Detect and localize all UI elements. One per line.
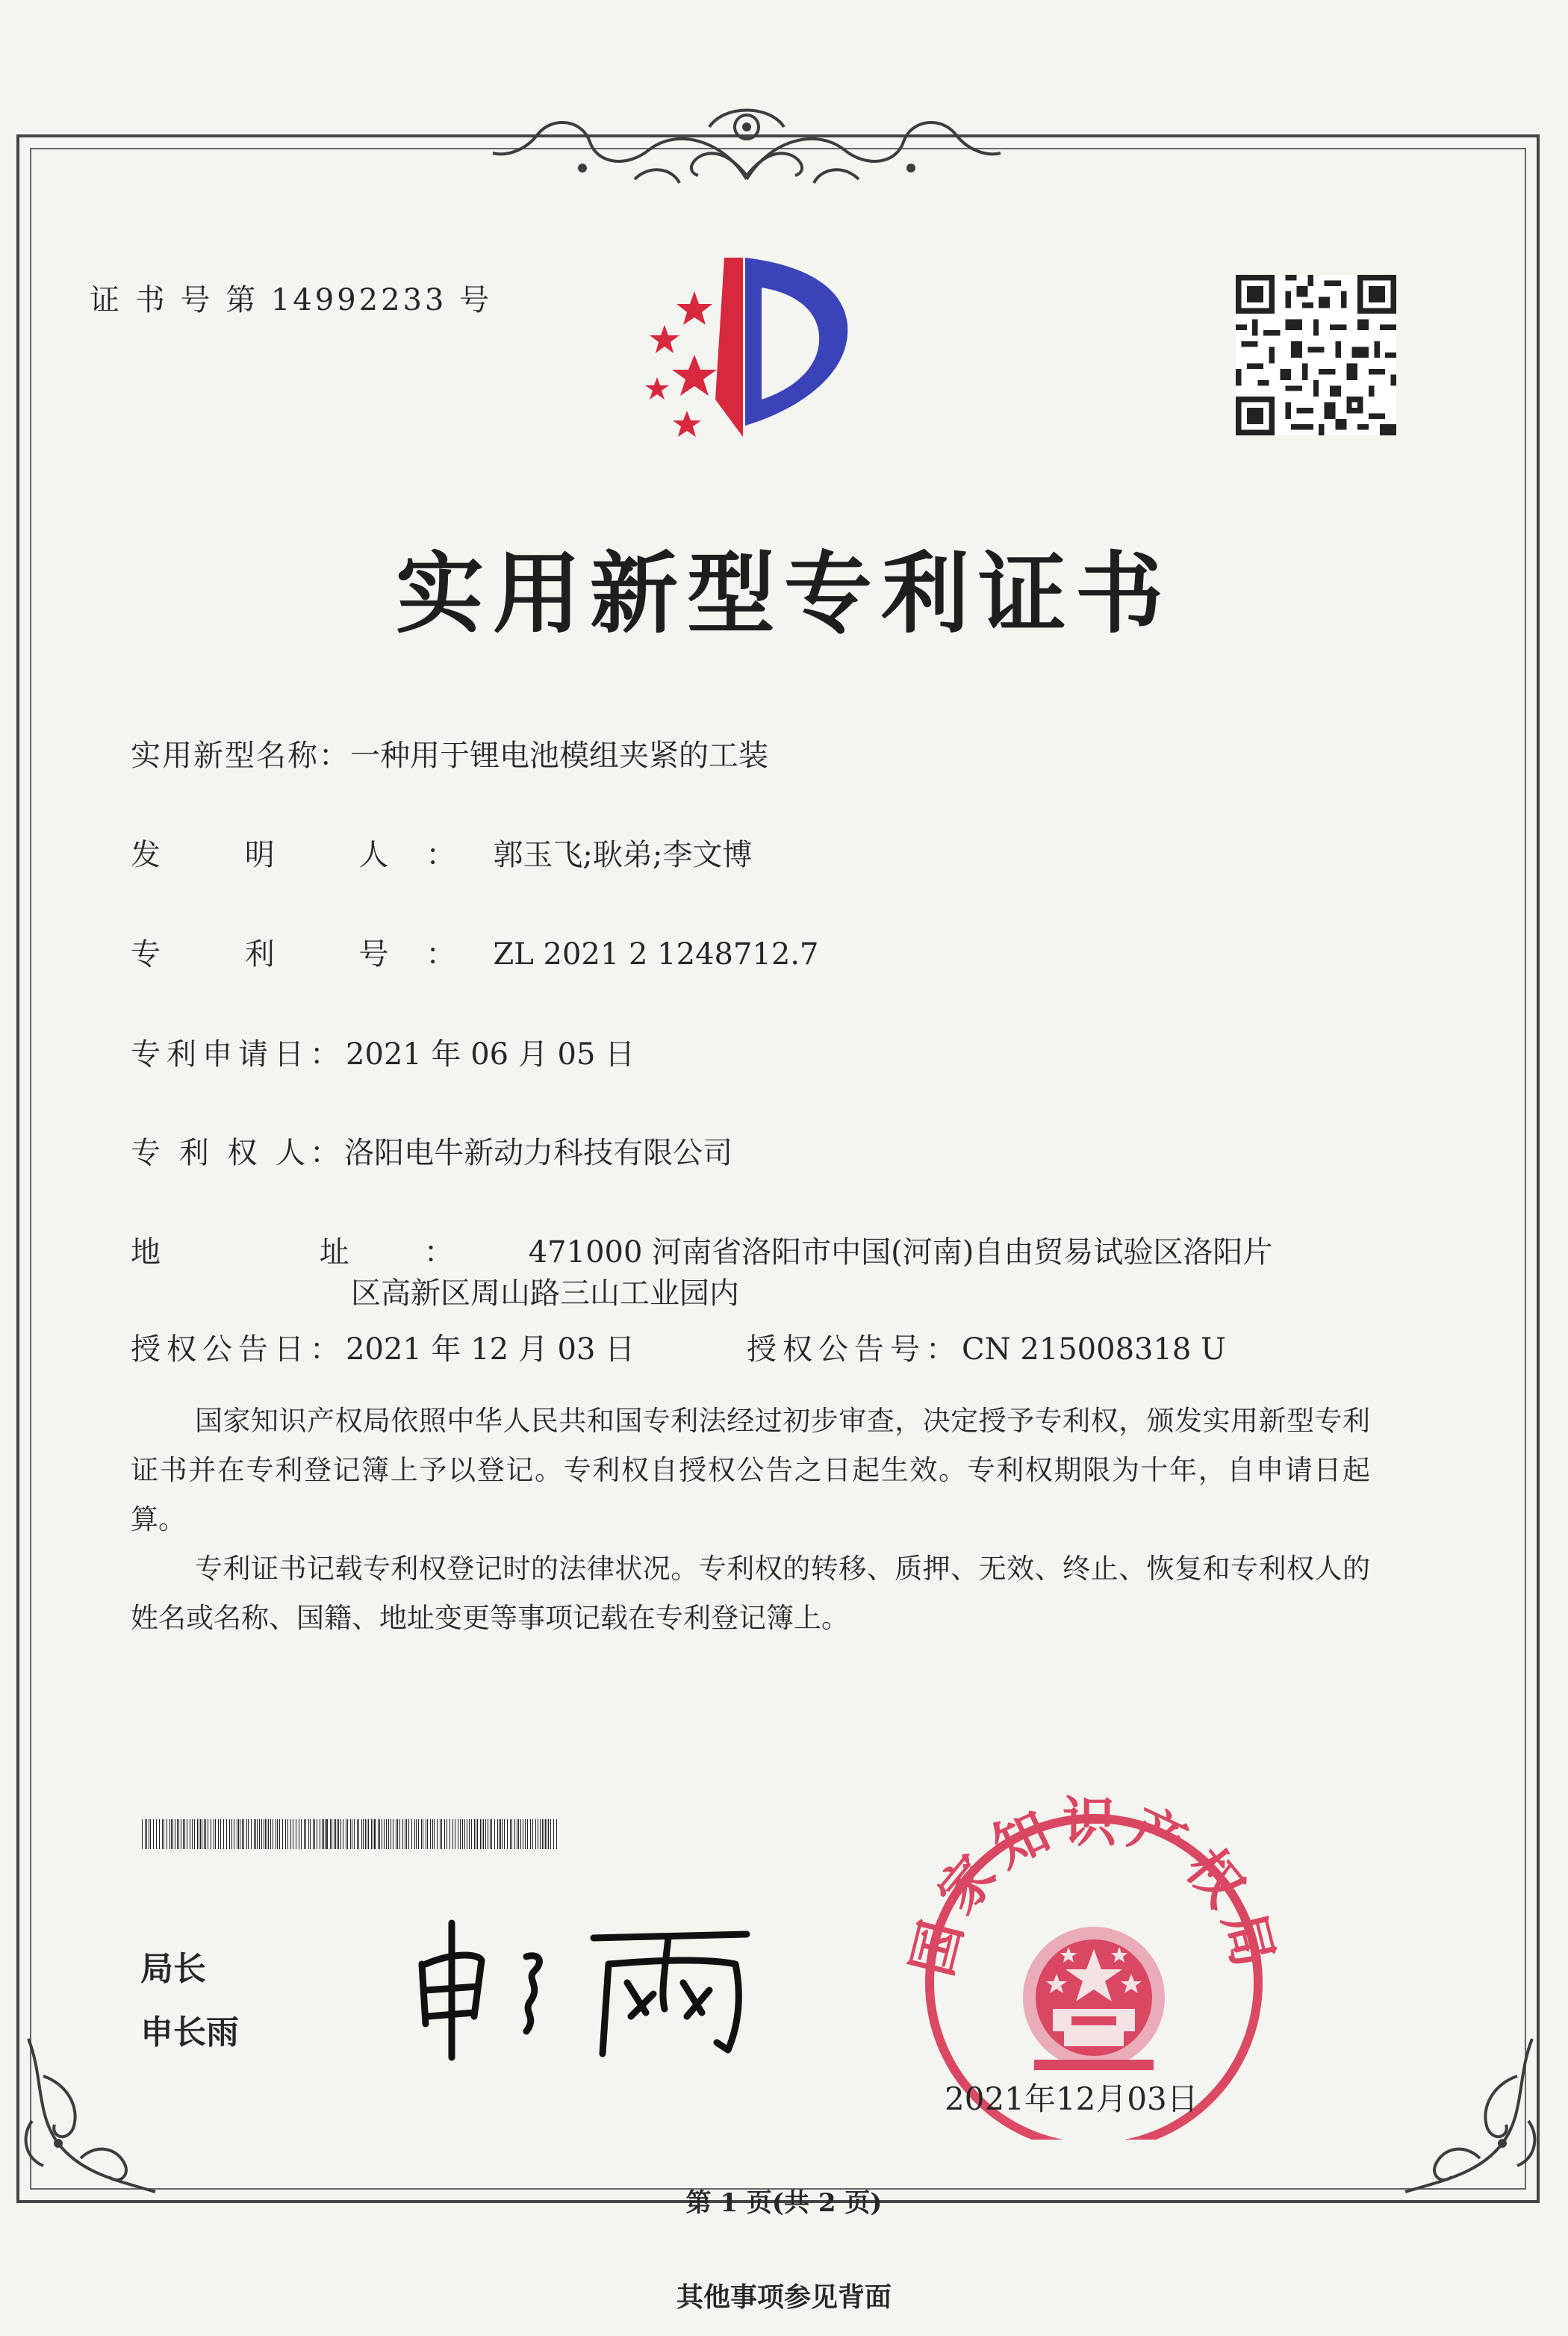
back-note: 其他事项参见背面 xyxy=(676,2281,892,2313)
field-filing-date-value: 2021 年 06 月 05 日 xyxy=(346,1037,635,1072)
field-pub-no xyxy=(747,1326,1226,1368)
field-inventor xyxy=(131,831,752,874)
field-pub-no-value: CN 215008318 U xyxy=(962,1332,1226,1367)
director-signature xyxy=(407,1912,758,2061)
field-pub-no-label: 授权公告号： xyxy=(747,1332,962,1367)
top-ornament xyxy=(485,97,1008,194)
cnipa-emblem-icon xyxy=(612,250,866,459)
field-inventor-value: 郭玉飞;耿弟;李文博 xyxy=(493,838,753,872)
field-patentee xyxy=(131,1129,732,1172)
paragraph-grant: 国家知识产权局依照中华人民共和国专利法经过初步审查，决定授予专利权，颁发实用新型专利证书并在专利登记簿上予以登记。专利权自授权公告之日起生效。专利权期限为十年，自申请日起算。 xyxy=(131,1405,1370,1535)
field-patentee-value: 洛阳电牛新动力科技有限公司 xyxy=(344,1136,733,1170)
field-inventor-label: 发 明 人： xyxy=(131,838,494,872)
field-address xyxy=(131,1228,1272,1271)
director-name: 申长雨 xyxy=(140,2013,239,2051)
page-number: 第 1 页(共 2 页) xyxy=(685,2188,883,2218)
field-grant-date xyxy=(131,1326,635,1368)
field-grant-date-value: 2021 年 12 月 03 日 xyxy=(346,1332,635,1367)
field-grant-date-label: 授权公告日： xyxy=(131,1332,346,1367)
field-patent-no-value: ZL 2021 2 1248712.7 xyxy=(493,937,819,972)
field-name xyxy=(131,732,768,774)
field-patent-no-label: 专 利 号： xyxy=(131,937,494,972)
field-filing-date-label: 专利申请日： xyxy=(131,1037,346,1072)
certificate-title: 实用新型专利证书 xyxy=(395,541,1172,645)
field-filing-date xyxy=(131,1031,635,1073)
barcode-icon xyxy=(142,1819,560,1849)
national-emblem-icon xyxy=(1023,1927,1165,2069)
field-name-label: 实用新型名称： xyxy=(131,739,350,773)
field-address-label: 地 址： xyxy=(131,1235,529,1270)
field-address-line2: 区高新区周山路三山工业园内 xyxy=(351,1276,739,1311)
certificate-number: 证 书 号 第 14992233 号 xyxy=(90,283,493,317)
qr-code-icon xyxy=(1236,275,1396,435)
field-patentee-label: 专 利 权 人： xyxy=(131,1136,345,1170)
bottom-left-ornament xyxy=(13,2031,170,2203)
seal-date: 2021年12月03日 xyxy=(945,2081,1198,2117)
seal-text: 国家知识产权局 xyxy=(900,1791,1288,1983)
field-name-value: 一种用于锂电池模组夹紧的工装 xyxy=(350,739,768,773)
bottom-right-ornament xyxy=(1390,2031,1547,2203)
field-patent-no xyxy=(131,931,819,973)
paragraph-legal-status: 专利证书记载专利权登记时的法律状况。专利权的转移、质押、无效、终止、恢复和专利权人的姓名或名称、国籍、地址变更等事项记载在专利登记簿上。 xyxy=(131,1553,1370,1634)
field-address-value: 471000 河南省洛阳市中国(河南)自由贸易试验区洛阳片 xyxy=(528,1235,1273,1270)
director-title: 局长 xyxy=(140,1950,206,1988)
